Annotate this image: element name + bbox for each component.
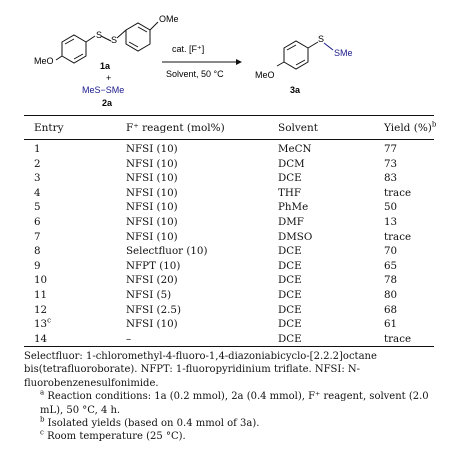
cell-entry bbox=[34, 259, 41, 274]
cell-solvent-text: DCE bbox=[278, 245, 302, 258]
cell-solvent bbox=[278, 317, 302, 332]
cell-reagent bbox=[126, 186, 178, 201]
footnote-abbreviations: Selectfluor: 1-chloromethyl-4-fluoro-1,4-diazoniabicyclo-[2.2.2]octane bis(tetrafluoroborate). NFPT: 1-fluoropyridinium triflate. NFSI: N-fluorobenzenesulfonimide. bbox=[24, 351, 377, 389]
cell-reagent bbox=[126, 142, 178, 157]
cell-reagent bbox=[126, 230, 178, 245]
cell-entry-text: 10 bbox=[34, 274, 48, 287]
catalyst-label: cat. [F⁺] bbox=[172, 44, 205, 54]
table-row bbox=[0, 171, 458, 186]
substrate-1a-structure bbox=[56, 22, 158, 63]
cell-reagent bbox=[126, 317, 178, 332]
cell-entry-text: 2 bbox=[34, 157, 41, 170]
cell-solvent-text: MeCN bbox=[278, 143, 312, 155]
table-top-rule bbox=[24, 115, 434, 116]
cell-yield bbox=[384, 142, 397, 157]
label-2a: 2a bbox=[102, 98, 113, 108]
arrow-head-icon bbox=[236, 59, 242, 65]
header-entry: Entry bbox=[34, 122, 64, 134]
cell-solvent bbox=[278, 273, 302, 288]
cell-reagent-text: NFSI (10) bbox=[126, 215, 178, 228]
cell-reagent-text: NFSI (10) bbox=[126, 172, 178, 185]
cell-reagent-text: Selectfluor (10) bbox=[126, 245, 208, 258]
cell-yield bbox=[384, 244, 397, 259]
s-s-bond bbox=[324, 43, 333, 50]
table-row bbox=[0, 332, 458, 347]
table-row bbox=[0, 303, 458, 318]
cell-entry bbox=[34, 244, 41, 259]
footnote-a-text: Reaction conditions: 1a (0.2 mmol), 2a (0.4 mmol), F⁺ reagent, solvent (2.0 mL), 50 °C, 4 h. bbox=[40, 391, 429, 416]
table-header bbox=[0, 118, 458, 136]
cell-solvent-text: DCE bbox=[278, 259, 302, 272]
cell-entry-text: 9 bbox=[34, 259, 41, 272]
cell-yield bbox=[384, 215, 397, 230]
cell-yield bbox=[384, 288, 397, 303]
cell-reagent-text: NFSI (10) bbox=[126, 201, 178, 214]
sulfur-atom-1: S bbox=[96, 30, 103, 40]
cell-solvent-text: DCM bbox=[278, 157, 305, 170]
cell-solvent bbox=[278, 230, 312, 245]
cell-yield-text: 83 bbox=[384, 172, 398, 185]
cell-yield bbox=[384, 200, 397, 215]
cell-yield-text: 80 bbox=[384, 288, 398, 301]
cell-entry bbox=[34, 186, 41, 201]
cell-yield-text: 68 bbox=[384, 303, 398, 316]
table-header-rule bbox=[24, 139, 434, 140]
cell-solvent-text: THF bbox=[278, 186, 301, 199]
cell-entry-text: 12 bbox=[34, 303, 48, 316]
cell-yield bbox=[384, 230, 411, 245]
cell-reagent bbox=[126, 200, 178, 215]
cell-entry bbox=[34, 317, 51, 332]
cell-solvent bbox=[278, 288, 302, 303]
cell-solvent bbox=[278, 332, 302, 347]
cell-entry bbox=[34, 157, 41, 172]
header-yield bbox=[384, 122, 436, 134]
cell-yield-text: trace bbox=[384, 186, 412, 199]
product-sme-group: SMe bbox=[334, 48, 353, 58]
cell-yield bbox=[384, 186, 411, 201]
entry-footnote-mark: c bbox=[47, 316, 52, 325]
cell-reagent bbox=[126, 332, 131, 347]
table-row bbox=[0, 288, 458, 303]
cell-entry bbox=[34, 171, 41, 186]
cell-entry bbox=[34, 200, 41, 215]
header-solvent: Solvent bbox=[278, 122, 319, 134]
cell-reagent-text: NFSI (5) bbox=[126, 288, 172, 301]
footnote-a-mark: a bbox=[40, 388, 45, 397]
cell-solvent-text: DCE bbox=[278, 318, 302, 331]
cell-entry-text: 3 bbox=[34, 172, 41, 185]
table-row bbox=[0, 259, 458, 274]
cell-yield-text: trace bbox=[384, 332, 412, 345]
cell-reagent bbox=[126, 171, 178, 186]
cell-yield bbox=[384, 259, 397, 274]
cell-yield-text: 65 bbox=[384, 259, 398, 272]
product-sulfur: S bbox=[318, 34, 325, 44]
footnote-c-text: Room temperature (25 °C). bbox=[47, 431, 186, 443]
cell-reagent-text: NFSI (10) bbox=[126, 186, 178, 199]
cell-reagent bbox=[126, 157, 178, 172]
header-yield-text: Yield (%) bbox=[384, 122, 432, 134]
product-3a-structure bbox=[277, 41, 318, 69]
table-body bbox=[0, 142, 458, 346]
table-row bbox=[0, 244, 458, 259]
cell-entry-text: 14 bbox=[34, 332, 48, 345]
cell-yield-text: 50 bbox=[384, 201, 398, 214]
table-bottom-rule bbox=[24, 346, 434, 347]
cell-entry-text: 5 bbox=[34, 201, 41, 214]
table-row bbox=[0, 186, 458, 201]
cell-solvent bbox=[278, 186, 301, 201]
cell-reagent-text: NFSI (2.5) bbox=[126, 303, 181, 316]
label-3a: 3a bbox=[290, 85, 301, 95]
cell-solvent bbox=[278, 171, 302, 186]
cell-yield-text: 77 bbox=[384, 143, 398, 155]
cell-entry bbox=[34, 142, 41, 157]
table-row bbox=[0, 215, 458, 230]
cell-yield bbox=[384, 332, 411, 347]
conditions-label: Solvent, 50 °C bbox=[166, 69, 224, 79]
cell-yield bbox=[384, 317, 397, 332]
cell-yield-text: 73 bbox=[384, 157, 398, 170]
cell-solvent bbox=[278, 157, 305, 172]
footnote-b-mark: b bbox=[40, 415, 45, 424]
cell-yield bbox=[384, 303, 397, 318]
cell-solvent-text: DCE bbox=[278, 288, 302, 301]
plus-sign: + bbox=[106, 73, 112, 83]
dimethyl-disulfide: MeS−SMe bbox=[82, 85, 125, 95]
cell-entry bbox=[34, 273, 47, 288]
cell-entry bbox=[34, 288, 47, 303]
sulfur-atom-2: S bbox=[111, 35, 118, 45]
cell-reagent-text: NFSI (10) bbox=[126, 143, 178, 155]
cell-entry-text: 11 bbox=[34, 288, 48, 301]
cell-entry bbox=[34, 215, 41, 230]
cell-solvent bbox=[278, 303, 302, 318]
cell-reagent-text: NFPT (10) bbox=[126, 259, 181, 272]
footnote-c bbox=[24, 430, 436, 443]
cell-reagent bbox=[126, 303, 181, 318]
cell-yield-text: 78 bbox=[384, 274, 398, 287]
product-meo-group: MeO bbox=[255, 70, 275, 80]
table-row bbox=[0, 157, 458, 172]
ome-group-1a: OMe bbox=[159, 14, 179, 24]
cell-entry-text: 7 bbox=[34, 230, 41, 243]
cell-yield bbox=[384, 157, 397, 172]
cell-entry bbox=[34, 332, 47, 347]
cell-yield-text: 70 bbox=[384, 245, 398, 258]
cell-yield-text: trace bbox=[384, 230, 412, 243]
cell-solvent bbox=[278, 259, 302, 274]
cell-solvent bbox=[278, 200, 308, 215]
footnote-c-mark: c bbox=[40, 429, 44, 438]
cell-reagent-text: NFSI (10) bbox=[126, 157, 178, 170]
label-1a: 1a bbox=[100, 61, 111, 71]
cell-solvent-text: DCE bbox=[278, 303, 302, 316]
cell-solvent-text: DMF bbox=[278, 215, 304, 228]
table-row bbox=[0, 317, 458, 332]
cell-entry-text: 6 bbox=[34, 215, 41, 228]
table-row bbox=[0, 273, 458, 288]
cell-yield bbox=[384, 273, 397, 288]
cell-entry-text: 8 bbox=[34, 245, 41, 258]
header-reagent: F⁺ reagent (mol%) bbox=[126, 122, 225, 134]
cell-solvent bbox=[278, 244, 302, 259]
cell-reagent bbox=[126, 259, 180, 274]
header-yield-footnote: b bbox=[431, 120, 437, 129]
cell-entry-text: 13 bbox=[34, 318, 48, 331]
cell-entry bbox=[34, 303, 47, 318]
cell-solvent-text: DMSO bbox=[278, 230, 313, 243]
cell-solvent bbox=[278, 142, 312, 157]
cell-entry bbox=[34, 230, 41, 245]
cell-reagent-text: NFSI (10) bbox=[126, 230, 178, 243]
cell-reagent-text: NFSI (10) bbox=[126, 318, 178, 331]
cell-solvent-text: DCE bbox=[278, 172, 302, 185]
footnote-b bbox=[24, 417, 436, 430]
cell-yield-text: 13 bbox=[384, 215, 398, 228]
cell-solvent-text: PhMe bbox=[278, 201, 309, 214]
table-row bbox=[0, 200, 458, 215]
meo-group-1a: MeO bbox=[34, 56, 54, 66]
table-row bbox=[0, 142, 458, 157]
cell-entry-text: 4 bbox=[34, 186, 41, 199]
cell-solvent-text: DCE bbox=[278, 274, 302, 287]
reaction-scheme bbox=[0, 0, 458, 112]
cell-reagent-text: NFSI (20) bbox=[126, 274, 178, 287]
cell-yield bbox=[384, 171, 397, 186]
cell-entry-text: 1 bbox=[34, 143, 41, 155]
cell-reagent bbox=[126, 273, 178, 288]
cell-reagent bbox=[126, 215, 178, 230]
table-row bbox=[0, 230, 458, 245]
footnote-b-text: Isolated yields (based on 0.4 mmol of 3a). bbox=[47, 418, 260, 430]
footnote-a bbox=[24, 390, 436, 417]
cell-reagent-text: – bbox=[126, 332, 132, 345]
cell-reagent bbox=[126, 244, 207, 259]
cell-reagent bbox=[126, 288, 171, 303]
table-footnotes bbox=[24, 350, 436, 444]
cell-solvent bbox=[278, 215, 304, 230]
cell-yield-text: 61 bbox=[384, 318, 398, 331]
cell-solvent-text: DCE bbox=[278, 332, 302, 345]
